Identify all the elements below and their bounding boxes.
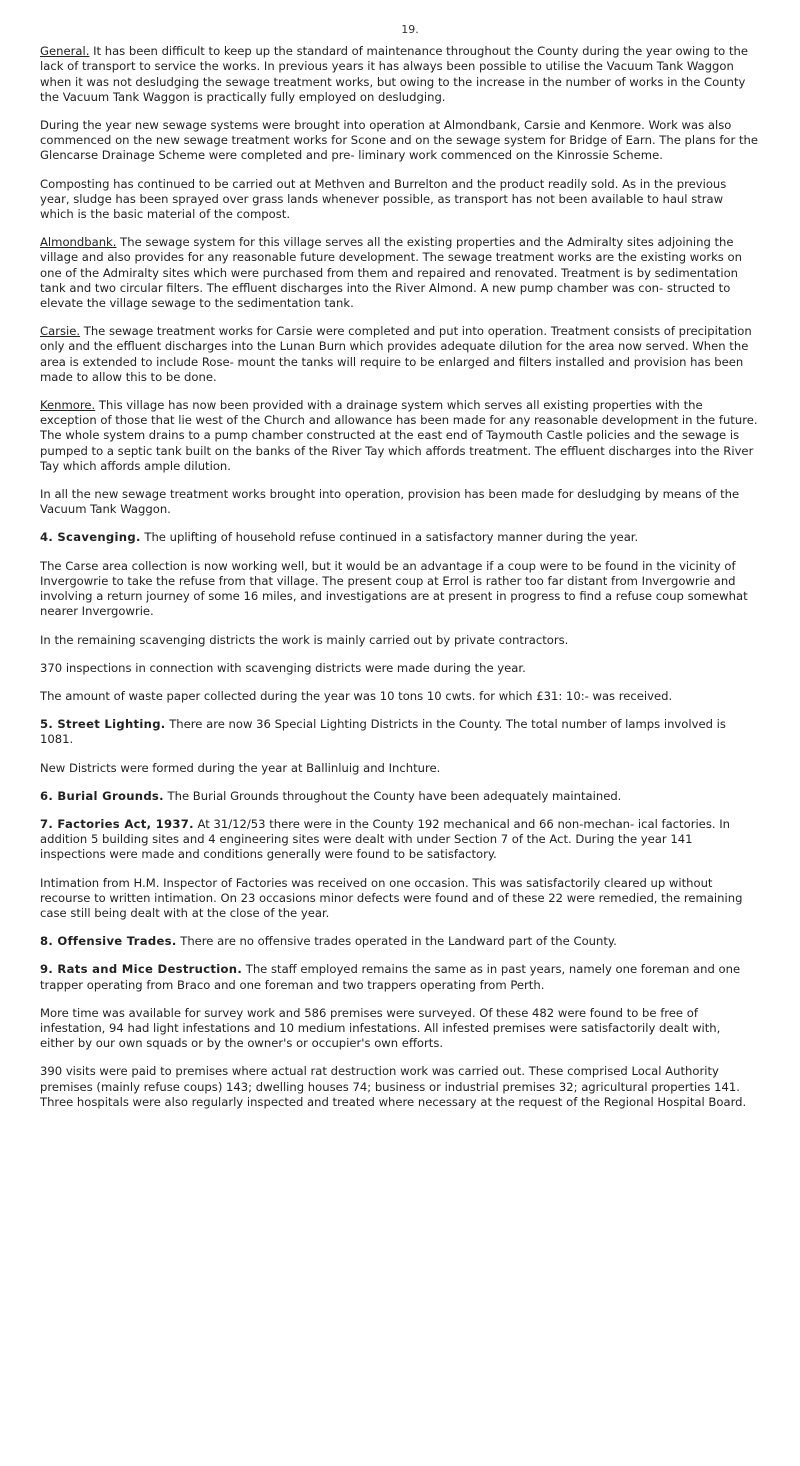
paragraph-text: This village has now been provided with a drainage system which serves all existing properties with the exception of those that lie west of the Church and allowance has been made for any reasonable development in the future. The whole system drains to a pump chamber constructed at the east end of Taymouth Castle policies and the sewage is pumped to a septic tank built on the banks of the River Tay which affords treatment. The effluent discharges into the River Tay which affords ample dilution. — [40, 398, 758, 473]
paragraph — [40, 398, 758, 474]
paragraph — [40, 876, 758, 922]
paragraph — [40, 817, 758, 863]
paragraph-text: In the remaining scavenging districts the work is mainly carried out by private contractors. — [40, 632, 569, 647]
paragraph — [40, 324, 758, 385]
paragraph-text: There are no offensive trades operated in the Landward part of the County. — [176, 934, 617, 949]
paragraph — [40, 118, 758, 164]
section-heading: Kenmore. — [40, 398, 96, 413]
paragraph — [40, 633, 758, 648]
paragraph-text: New Districts were formed during the year at Ballinluig and Inchture. — [40, 760, 441, 775]
paragraph — [40, 761, 758, 776]
paragraph — [40, 44, 758, 105]
paragraph-text: The sewage system for this village serves all the existing properties and the Admiralty sites adjoining the village and also provides for any reasonable future development. The sewage treatment works are the existing works on one of the Admiralty sites which were purchased from them and repaired and renovated. Treatment is by sedimentation tank and two circular filters. The effluent discharges into the River Almond. A new pump chamber was con- structed to elevate the village sewage to the sedimentation tank. — [40, 235, 742, 311]
section-heading: 4. Scavenging. — [40, 530, 141, 545]
paragraph-text: During the year new sewage systems were brought into operation at Almondbank, Carsie and Kenmore. Work was also commenced on the new sewage treatment works for Scone and on the sewage system for Bridge of Earn. The plans for the Glencarse Drainage Scheme were completed and pre- liminary work commenced on the Kinrossie Scheme. — [40, 118, 758, 163]
paragraph-text: More time was available for survey work and 586 premises were surveyed. Of these 482 were found to be free of infestation, 94 had light infestations and 10 medium infestations. All infested premises were satisfactorily dealt with, either by our own squads or by the owner's or occupier's own efforts. — [40, 1005, 721, 1051]
paragraph-text: The sewage treatment works for Carsie were completed and put into operation. Treatment consists of precipitation only and the effluent discharges into the Lunan Burn which provides adequate dilution for the area now served. When the area is extended to include Rose- mount the tanks will require to be enlarged and filters installed and provision has been made to allow this to be done. — [40, 324, 752, 384]
paragraph-text: 370 inspections in connection with scavenging districts were made during the year. — [40, 660, 526, 675]
paragraph-text: At 31/12/53 there were in the County 192 mechanical and 66 non-mechan- ical factories. In addition 5 building sites and 4 engineering sites were dealt with under Section 7 of the Act. During the year 141 inspections were made and conditions generally were found to be satisfactory. — [40, 816, 730, 862]
paragraph-text: The uplifting of household refuse continued in a satisfactory manner during the year. — [140, 530, 639, 545]
paragraph-text: The staff employed remains the same as in past years, namely one foreman and one trapper operating from Braco and one foreman and two trappers operating from Perth. — [40, 962, 741, 992]
paragraph-text: 390 visits were paid to premises where actual rat destruction work was carried out. These comprised Local Authority premises (mainly refuse coups) 143; dwelling houses 74; business or industrial premises 32; agricultural properties 141. Three hospitals were also regularly inspected and treated where necessary at the request of the Regional Hospital Board. — [40, 1064, 747, 1109]
paragraph — [40, 661, 758, 676]
section-heading: 6. Burial Grounds. — [40, 788, 164, 803]
paragraph — [40, 1006, 758, 1052]
paragraph-text: Composting has continued to be carried out at Methven and Burrelton and the product readily sold. As in the previous year, sludge has been sprayed over grass lands whenever possible, as transport has not been available to haul straw which is the basic material of the compost. — [40, 176, 727, 222]
document-body — [40, 44, 758, 1110]
paragraph — [40, 689, 758, 704]
paragraph — [40, 962, 758, 992]
paragraph-text: There are now 36 Special Lighting Districts in the County. The total number of lamps involved is 1081. — [40, 717, 726, 747]
paragraph — [40, 789, 758, 804]
page-number: 19. — [401, 23, 419, 36]
section-heading: 7. Factories Act, 1937. — [40, 816, 194, 831]
section-heading: 8. Offensive Trades. — [40, 934, 177, 949]
paragraph-text: In all the new sewage treatment works brought into operation, provision has been made for desludging by means of the Vacuum Tank Waggon. — [40, 487, 740, 517]
section-heading: Almondbank. — [40, 235, 117, 250]
paragraph — [40, 934, 758, 949]
paragraph-text: The Burial Grounds throughout the County have been adequately maintained. — [163, 788, 622, 803]
paragraph-text: The amount of waste paper collected during the year was 10 tons 10 cwts. for which £31: 10:- was received. — [40, 688, 673, 703]
paragraph — [40, 559, 758, 620]
paragraph-text: The Carse area collection is now working well, but it would be an advantage if a coup were to be found in the vicinity of Invergowrie to take the refuse from that village. The present coup at Errol is rather too far distant from Invergowrie and involving a return journey of some 16 miles, and investigations are at present in progress to find a refuse coup somewhat nearer Invergowrie. — [40, 558, 748, 619]
section-heading: General. — [40, 44, 90, 59]
paragraph — [40, 487, 758, 517]
paragraph-text: It has been difficult to keep up the standard of maintenance throughout the County during the year owing to the lack of transport to service the works. In previous years it has always been possible to utilise the Vacuum Tank Waggon when it was not desludging the sewage treatment works, but owing to the increase in the number of works in the County the Vacuum Tank Waggon is practically fully employed on desludging. — [40, 44, 748, 104]
paragraph — [40, 1064, 758, 1110]
section-heading: Carsie. — [40, 324, 81, 339]
paragraph-text: Intimation from H.M. Inspector of Factories was received on one occasion. This was satisfactorily cleared up without recourse to written intimation. On 23 occasions minor defects were found and of these 22 were remedied, the remaining case still being dealt with at the close of the year. — [40, 875, 743, 920]
section-heading: 9. Rats and Mice Destruction. — [40, 962, 243, 977]
paragraph — [40, 717, 758, 747]
paragraph — [40, 530, 758, 545]
section-heading: 5. Street Lighting. — [40, 717, 166, 732]
paragraph — [40, 235, 758, 311]
paragraph — [40, 177, 758, 223]
